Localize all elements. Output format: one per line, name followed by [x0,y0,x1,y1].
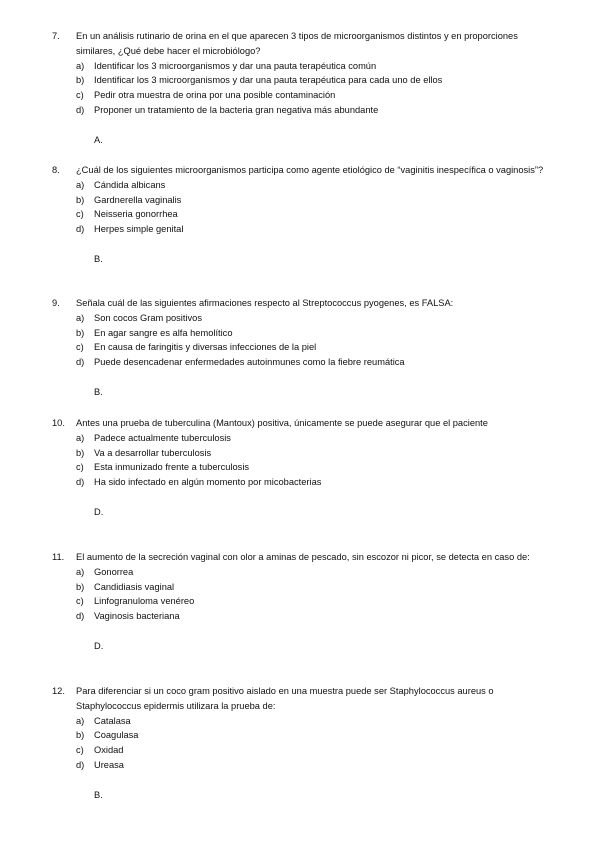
option-text: Ureasa [94,759,124,770]
option-c [52,340,552,355]
option-letter: b) [76,447,85,458]
option-a [52,431,552,446]
option-d [52,609,552,624]
option-letter: a) [76,312,85,323]
option-a [52,59,552,74]
option-text: Cándida albicans [94,179,166,190]
option-c [52,88,552,103]
answer: B. [94,386,103,397]
option-b [52,580,552,595]
option-letter: b) [76,327,85,338]
option-a [52,311,552,326]
question-number: 10. [52,418,65,428]
option-text: Padece actualmente tuberculosis [94,432,231,443]
option-letter: a) [76,60,85,71]
option-b [52,193,552,208]
option-letter: b) [76,581,85,592]
option-c [52,743,552,758]
question-text: ¿Cuál de los siguientes microorganismos participa como agente etiológico de “vaginitis inespecífica o vaginosis”? [76,165,544,175]
option-letter: c) [76,209,84,220]
option-c [52,207,552,222]
question-number: 7. [52,31,60,41]
answer: D. [94,640,104,651]
question-number: 8. [52,165,60,175]
option-letter: c) [76,745,84,756]
option-text: En causa de faringitis y diversas infecciones de la piel [94,342,317,353]
option-text: Son cocos Gram positivos [94,312,202,323]
question-7 [52,29,552,148]
option-text: Vaginosis bacteriana [94,611,180,622]
question-11 [52,550,552,654]
question-text: Antes una prueba de tuberculina (Mantoux) positiva, únicamente se puede asegurar que el paciente [76,418,488,428]
option-letter: d) [76,357,85,368]
option-text: Neisseria gonorrhea [94,209,178,220]
option-letter: d) [76,611,85,622]
option-b [52,73,552,88]
option-text: Coagulasa [94,730,139,741]
option-letter: d) [76,759,85,770]
option-letter: a) [76,566,85,577]
option-text: Proponer un tratamiento de la bacteria gran negativa más abundante [94,104,379,115]
question-number: 12. [52,686,65,696]
option-d [52,475,552,490]
option-letter: d) [76,104,85,115]
option-c [52,594,552,609]
option-text: Linfogranuloma venéreo [94,596,195,607]
option-text: Candidiasis vaginal [94,581,175,592]
option-letter: c) [76,90,84,101]
option-b [52,728,552,743]
option-text: En agar sangre es alfa hemolítico [94,327,233,338]
question-10 [52,416,552,520]
option-letter: c) [76,596,84,607]
option-text: Ha sido infectado en algún momento por micobacterias [94,477,322,488]
option-letter: d) [76,477,85,488]
answer: B. [94,253,103,264]
option-letter: a) [76,715,85,726]
question-number: 9. [52,298,60,308]
option-letter: b) [76,75,85,86]
option-text: Pedir otra muestra de orina por una posible contaminación [94,90,336,101]
option-letter: c) [76,342,84,353]
option-letter: a) [76,432,85,443]
option-text: Gonorrea [94,566,134,577]
option-b [52,446,552,461]
option-text: Gardnerella vaginalis [94,194,182,205]
option-text: Oxidad [94,745,124,756]
question-12 [52,684,552,803]
option-letter: c) [76,462,84,473]
option-text: Va a desarrollar tuberculosis [94,447,212,458]
option-text: Identificar los 3 microorganismos y dar una pauta terapéutica común [94,60,377,71]
question-text: En un análisis rutinario de orina en el que aparecen 3 tipos de microorganismos distintos y en proporciones similares, ¿Qué debe hacer el microbiólogo? [76,31,518,56]
question-number: 11. [52,552,65,562]
question-9 [52,296,552,400]
option-b [52,326,552,341]
question-text: Señala cuál de las siguientes afirmaciones respecto al Streptococcus pyogenes, es FALSA: [76,298,454,308]
option-d [52,758,552,773]
question-text: El aumento de la secreción vaginal con olor a aminas de pescado, sin escozor ni picor, se detecta en caso de: [76,552,530,562]
option-text: Puede desencadenar enfermedades autoinmunes como la fiebre reumática [94,357,405,368]
option-letter: a) [76,179,85,190]
option-letter: b) [76,194,85,205]
answer: B. [94,789,103,800]
answer: A. [94,134,103,145]
answer: D. [94,506,104,517]
option-letter: b) [76,730,85,741]
option-text: Esta inmunizado frente a tuberculosis [94,462,250,473]
option-c [52,460,552,475]
question-text: Para diferenciar si un coco gram positivo aislado en una muestra puede ser Staphylococcus aureus o Staphylococcus epidermis utilizara la prueba de: [76,686,494,711]
option-a [52,178,552,193]
option-text: Herpes simple genital [94,224,184,235]
option-text: Identificar los 3 microorganismos y dar una pauta terapéutica para cada uno de ellos [94,75,443,86]
option-d [52,355,552,370]
option-letter: d) [76,224,85,235]
option-d [52,222,552,237]
option-text: Catalasa [94,715,131,726]
option-a [52,565,552,580]
option-a [52,714,552,729]
question-8 [52,163,552,267]
option-d [52,103,552,118]
